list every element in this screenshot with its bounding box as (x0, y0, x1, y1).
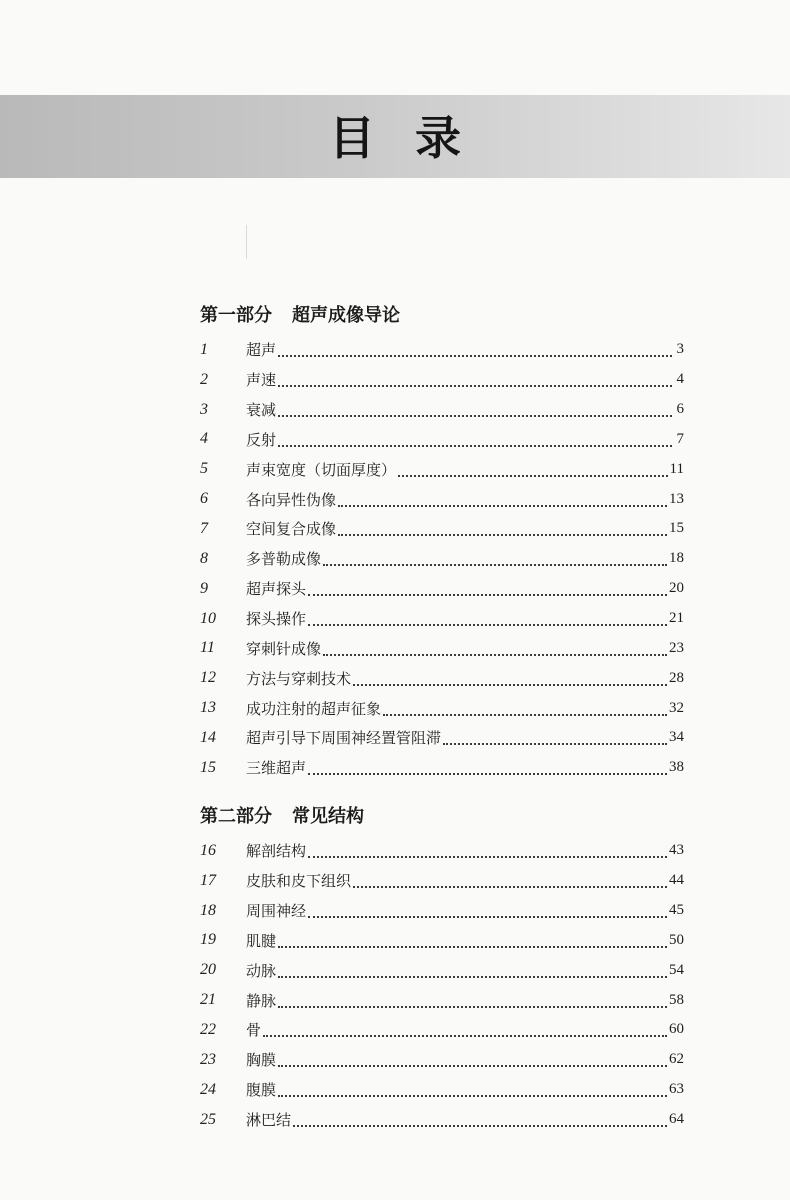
toc-entry[interactable] (200, 1015, 684, 1045)
toc-entry-title: 空间复合成像 (246, 520, 337, 539)
toc-entry-title: 方法与穿刺技术 (246, 669, 352, 688)
toc-entry[interactable] (200, 896, 684, 926)
toc-entry[interactable] (200, 365, 684, 395)
dot-leader (308, 762, 667, 775)
toc-entry[interactable] (200, 753, 684, 783)
toc-entry-page: 43 (669, 842, 684, 859)
toc-entry-number: 22 (200, 1020, 216, 1038)
toc-entry-title: 超声探头 (246, 580, 307, 599)
toc-entry-number: 8 (200, 549, 208, 567)
toc-entry-title: 多普勒成像 (246, 550, 322, 569)
part-label: 第二部分 (200, 806, 272, 827)
toc-entry[interactable] (200, 1105, 684, 1135)
toc-entry[interactable] (200, 955, 684, 985)
toc-entry-page: 4 (676, 371, 684, 388)
toc-entry[interactable] (200, 633, 684, 663)
dot-leader (398, 464, 668, 477)
dot-leader (338, 494, 667, 507)
dot-leader (443, 732, 667, 745)
toc-entry-number: 11 (200, 639, 215, 657)
toc-entry[interactable] (200, 663, 684, 693)
toc-entry-number: 17 (200, 871, 216, 889)
toc-entry-title: 三维超声 (246, 759, 307, 778)
toc-entry-number: 12 (200, 669, 216, 687)
toc-entry-title: 各向异性伪像 (246, 490, 337, 509)
toc-entry-page: 15 (669, 520, 684, 537)
toc-entry-number: 25 (200, 1110, 216, 1128)
dot-leader (278, 434, 672, 447)
toc-entry-title: 胸膜 (246, 1051, 277, 1070)
toc-list-part-1 (200, 335, 684, 783)
toc-entry-title: 周围神经 (246, 902, 307, 921)
toc-entry-page: 45 (669, 902, 684, 919)
toc-list-part-2 (200, 836, 684, 1134)
toc-entry-title: 超声引导下周围神经置管阻滞 (246, 729, 442, 748)
toc-entry-title: 动脉 (246, 961, 277, 980)
toc-entry-page: 54 (669, 961, 684, 978)
dot-leader (278, 344, 672, 357)
toc-entry-title: 骨 (246, 1021, 262, 1040)
part-name: 常见结构 (292, 806, 364, 827)
dot-leader (263, 1024, 667, 1037)
toc-entry-title: 静脉 (246, 991, 277, 1010)
toc-entry-page: 3 (676, 341, 684, 358)
toc-entry[interactable] (200, 1045, 684, 1075)
toc-entry-title: 腹膜 (246, 1081, 277, 1100)
toc-entry-number: 16 (200, 841, 216, 859)
toc-entry-title: 成功注射的超声征象 (246, 699, 382, 718)
toc-entry-number: 13 (200, 699, 216, 717)
toc-entry-page: 13 (669, 490, 684, 507)
toc-entry-title: 超声 (246, 341, 277, 360)
dot-leader (353, 673, 667, 686)
toc-entry-page: 18 (669, 550, 684, 567)
toc-entry-page: 20 (669, 580, 684, 597)
toc-entry-title: 肌腱 (246, 931, 277, 950)
toc-entry[interactable] (200, 1075, 684, 1105)
dot-leader (338, 523, 667, 536)
toc-entry-page: 23 (669, 639, 684, 656)
toc-entry-number: 6 (200, 490, 208, 508)
toc-entry-number: 9 (200, 579, 208, 597)
dot-leader (278, 1084, 667, 1097)
toc-entry-page: 44 (669, 872, 684, 889)
dot-leader (278, 965, 667, 978)
dot-leader (308, 845, 667, 858)
toc-entry-page: 60 (669, 1021, 684, 1038)
toc-entry-title: 解剖结构 (246, 842, 307, 861)
dot-leader (353, 875, 667, 888)
dot-leader (278, 995, 667, 1008)
faint-scan-mark (246, 225, 247, 259)
part-heading-1 (200, 303, 400, 329)
toc-entry[interactable] (200, 514, 684, 544)
dot-leader (278, 935, 667, 948)
toc-entry-page: 11 (669, 460, 684, 477)
toc-entry-title: 声束宽度（切面厚度） (246, 460, 397, 479)
toc-entry-number: 20 (200, 961, 216, 979)
toc-entry-page: 32 (669, 699, 684, 716)
toc-entry-number: 4 (200, 430, 208, 448)
toc-entry-title: 淋巴结 (246, 1111, 292, 1130)
toc-entry[interactable] (200, 395, 684, 425)
toc-entry-title: 皮肤和皮下组织 (246, 872, 352, 891)
toc-entry[interactable] (200, 926, 684, 956)
toc-entry-title: 衰减 (246, 401, 277, 420)
toc-entry-number: 5 (200, 460, 208, 478)
toc-entry-page: 21 (669, 610, 684, 627)
toc-entry-page: 28 (669, 669, 684, 686)
toc-entry[interactable] (200, 484, 684, 514)
toc-entry-page: 38 (669, 759, 684, 776)
toc-entry[interactable] (200, 985, 684, 1015)
dot-leader (308, 613, 667, 626)
toc-entry-page: 62 (669, 1051, 684, 1068)
toc-entry-page: 58 (669, 991, 684, 1008)
toc-entry-number: 3 (200, 400, 208, 418)
toc-entry-number: 7 (200, 519, 208, 537)
toc-entry[interactable] (200, 836, 684, 866)
part-heading-2 (200, 804, 364, 830)
dot-leader (278, 404, 672, 417)
part-name: 超声成像导论 (292, 305, 400, 326)
toc-entry-number: 23 (200, 1050, 216, 1068)
toc-entry-page: 50 (669, 931, 684, 948)
dot-leader (293, 1114, 667, 1127)
toc-entry[interactable] (200, 693, 684, 723)
toc-entry[interactable] (200, 425, 684, 455)
toc-entry-page: 64 (669, 1111, 684, 1128)
toc-entry-number: 10 (200, 609, 216, 627)
toc-entry-page: 63 (669, 1081, 684, 1098)
dot-leader (323, 553, 667, 566)
dot-leader (278, 374, 672, 387)
toc-entry-page: 34 (669, 729, 684, 746)
toc-entry[interactable] (200, 866, 684, 896)
toc-entry-number: 1 (200, 340, 208, 358)
toc-entry-number: 2 (200, 370, 208, 388)
dot-leader (308, 905, 667, 918)
toc-entry-page: 7 (676, 430, 684, 447)
toc-entry-number: 15 (200, 758, 216, 776)
toc-entry[interactable] (200, 604, 684, 634)
toc-entry-title: 反射 (246, 430, 277, 449)
toc-entry-title: 探头操作 (246, 610, 307, 629)
part-label: 第一部分 (200, 305, 272, 326)
toc-entry[interactable] (200, 723, 684, 753)
toc-entry-number: 21 (200, 991, 216, 1009)
toc-entry-number: 18 (200, 901, 216, 919)
dot-leader (308, 583, 667, 596)
dot-leader (278, 1054, 667, 1067)
toc-entry-title: 穿刺针成像 (246, 639, 322, 658)
toc-entry[interactable] (200, 574, 684, 604)
toc-entry-number: 24 (200, 1080, 216, 1098)
toc-entry-page: 6 (676, 401, 684, 418)
dot-leader (323, 643, 667, 656)
toc-entry-number: 14 (200, 728, 216, 746)
page-title: 目录 (329, 111, 501, 165)
dot-leader (383, 703, 667, 716)
toc-entry[interactable] (200, 335, 684, 365)
toc-entry-number: 19 (200, 931, 216, 949)
toc-entry[interactable] (200, 454, 684, 484)
toc-entry[interactable] (200, 544, 684, 574)
toc-entry-title: 声速 (246, 371, 277, 390)
